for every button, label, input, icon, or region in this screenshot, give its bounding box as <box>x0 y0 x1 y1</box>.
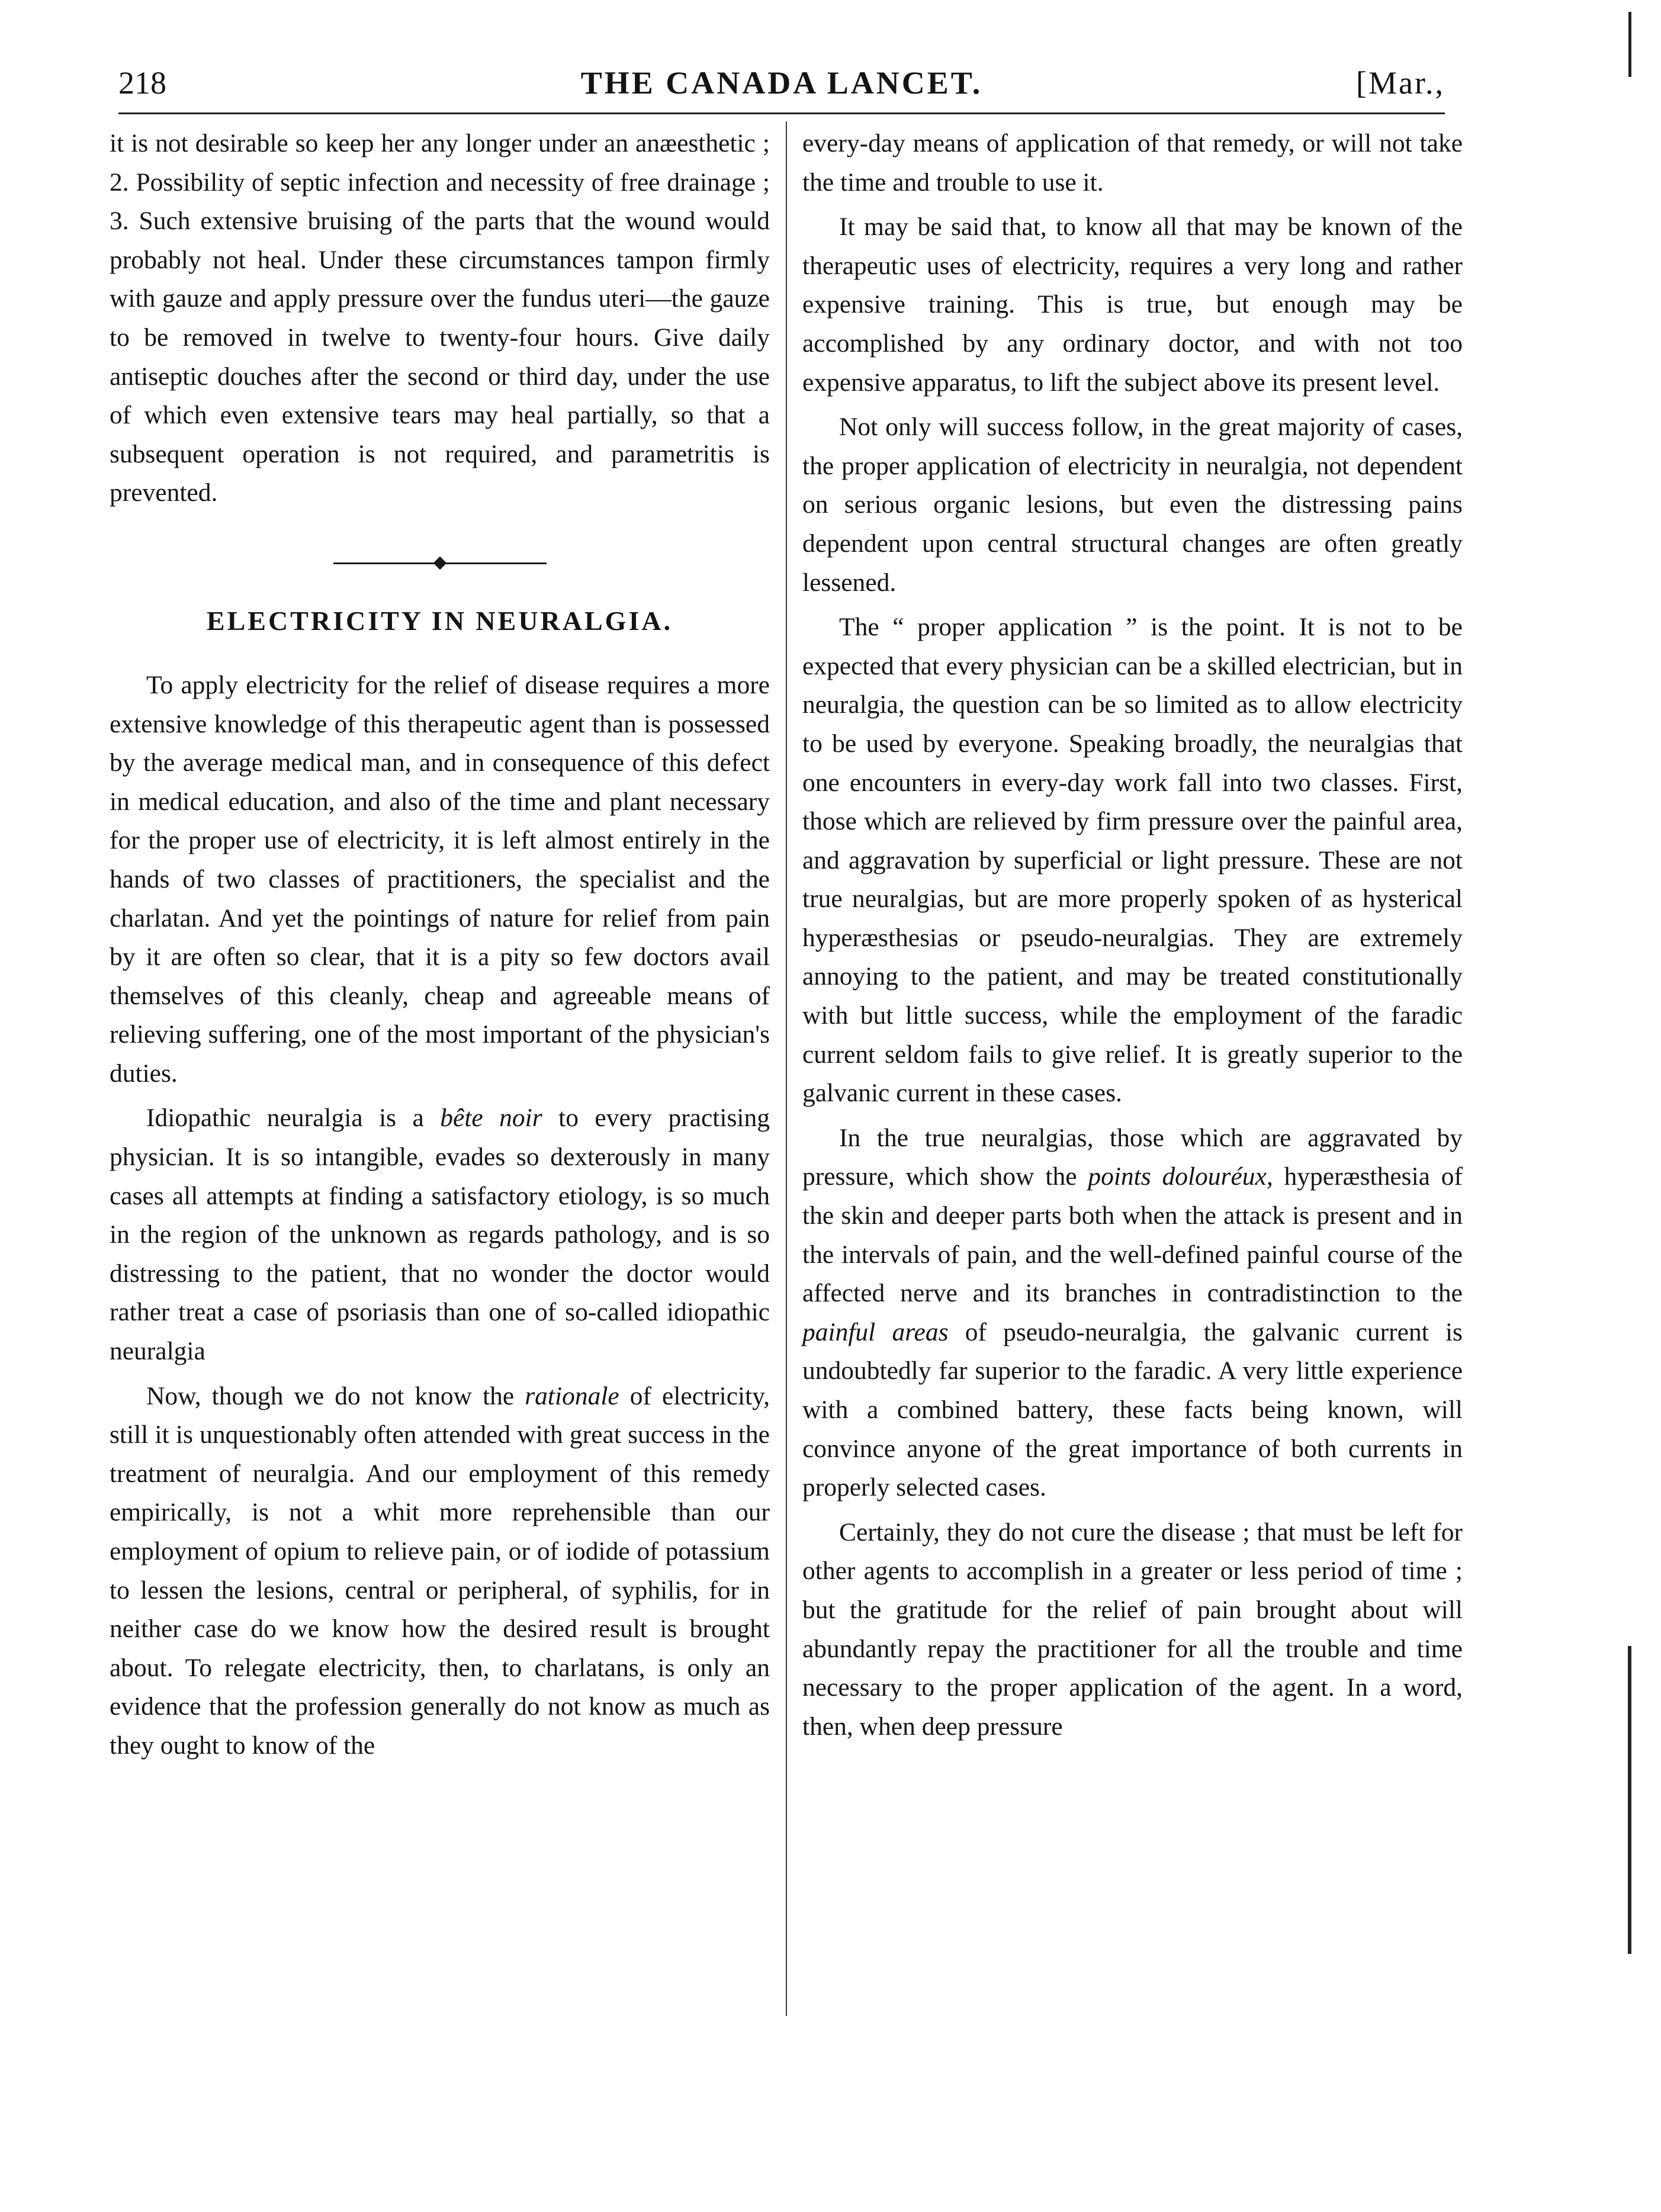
paragraph <box>110 1099 770 1371</box>
page-edge-mark <box>1628 12 1631 77</box>
section-ornament <box>333 559 547 567</box>
paragraph: It may be said that, to know all that may be known of the therapeutic uses of electricity, requires a very long and rather expensive training. This is true, but enough may be accomplished by any ordinary doctor, and with not too expensive apparatus, to lift the subject above its present level. <box>802 213 1463 397</box>
right-column <box>802 124 1463 1746</box>
text-run: In the true neuralgias, those which are aggravated by pressure, which show the <box>802 1123 1463 1191</box>
page-edge-mark <box>1628 1646 1631 1954</box>
paragraph <box>802 1119 1463 1507</box>
continued-paragraph: it is not desirable so keep her any longer under an anæesthetic ; 2. Possibility of septic infection and necessity of free drainage ; 3. Such extensive bruising of the parts that the wound would probably not heal. Under these circumstances tampon firmly with gauze and apply pressure over the fundus uteri—the gauze to be removed in twelve to twenty-four hours. Give daily antiseptic douches after the second or third day, under the use of which even extensive tears may heal partially, so that a subsequent operation is not required, and parametritis is prevented. <box>110 129 770 507</box>
journal-title: THE CANADA LANCET. <box>580 65 983 101</box>
text-run: of electricity, still it is unquestionably often attended with great success in the treatment of neuralgia. And our employment of this remedy empirically, is not a whit more reprehensible than our employment of opium to relieve pain, or of iodide of potassium to lessen the lesions, central or peripheral, of syphilis, for in neither case do we know how the desired result is brought about. To relegate electricity, then, to charlatans, is only an evidence that the profession generally do not know as much as they ought to know of the <box>110 1381 770 1760</box>
italic-term: points dolouréux, <box>1088 1162 1273 1191</box>
running-header <box>118 59 1445 114</box>
page-number: 218 <box>118 65 166 101</box>
text-run: to every practising physician. It is so intangible, evades so dexterously in many cases all attempts at finding a satisfactory etiology, is so much in the region of the unknown as regards pathology, and is so distressing to the patient, that no wonder the doctor would rather treat a case of psoriasis than one of so-called idiopathic neuralgia <box>110 1104 770 1366</box>
left-column <box>110 124 770 1766</box>
paragraph: Certainly, they do not cure the disease ; that must be left for other agents to accomplish in a greater or less period of time ; but the gratitude for the relief of pain brought about will abundantly repay the practitioner for all the trouble and time necessary to the proper application of the agent. In a word, then, when deep pressure <box>802 1517 1463 1741</box>
paragraph <box>110 1377 770 1766</box>
text-run: Idiopathic neuralgia is a <box>146 1104 441 1133</box>
section-heading: ELECTRICITY IN NEURALGIA. <box>206 605 673 636</box>
italic-term: painful areas <box>802 1317 949 1346</box>
italic-term: rationale <box>525 1381 619 1410</box>
column-divider <box>786 121 787 2016</box>
issue-month: [Mar., <box>1356 65 1445 101</box>
paragraph: To apply electricity for the relief of disease requires a more extensive knowledge of this therapeutic agent than is possessed by the average medical man, and in consequence of this defect in medical education, and also of the time and plant necessary for the proper use of electricity, it is left almost entirely in the hands of two classes of practitioners, the specialist and the charlatan. And yet the pointings of nature for relief from pain by it are often so clear, that it is a pity so few doctors avail themselves of this cleanly, cheap and agreeable means of relieving suffering, one of the most important of the physician's duties. <box>110 670 770 1088</box>
text-run: hyperæsthesia of the skin and deeper parts both when the attack is present and in the intervals of pain, and the well-defined painful course of the affected nerve and its branches in contradistinction to the <box>802 1162 1463 1308</box>
text-run: of pseudo-neuralgia, the galvanic current is undoubtedly far superior to the faradic. A very little experience with a combined battery, these facts being known, will convince anyone of the great importance of both currents in properly selected cases. <box>802 1317 1463 1502</box>
paragraph: The “ proper application ” is the point. It is not to be expected that every physician can be a skilled electrician, but in neuralgia, the question can be so limited as to allow electricity to be used by everyone. Speaking broadly, the neuralgias that one encounters in every-day work fall into two classes. First, those which are relieved by firm pressure over the painful area, and aggravation by superficial or light pressure. These are not true neuralgias, but are more properly spoken of as hysterical hyperæsthesias or pseudo-neuralgias. They are extremely annoying to the patient, and may be treated constitutionally with but little success, while the employment of the faradic current seldom fails to give relief. It is greatly superior to the galvanic current in these cases. <box>802 613 1463 1108</box>
ornament-diamond-icon <box>433 557 446 570</box>
text-run: Now, though we do not know the <box>146 1381 525 1410</box>
italic-term: bête noir <box>440 1104 542 1133</box>
paragraph: Not only will success follow, in the great majority of cases, the proper application of electricity in neuralgia, not dependent on serious organic lesions, but even the distressing pains dependent upon central structural changes are often greatly lessened. <box>802 413 1463 597</box>
continued-paragraph: every-day means of application of that remedy, or will not take the time and trouble to use it. <box>802 129 1463 197</box>
